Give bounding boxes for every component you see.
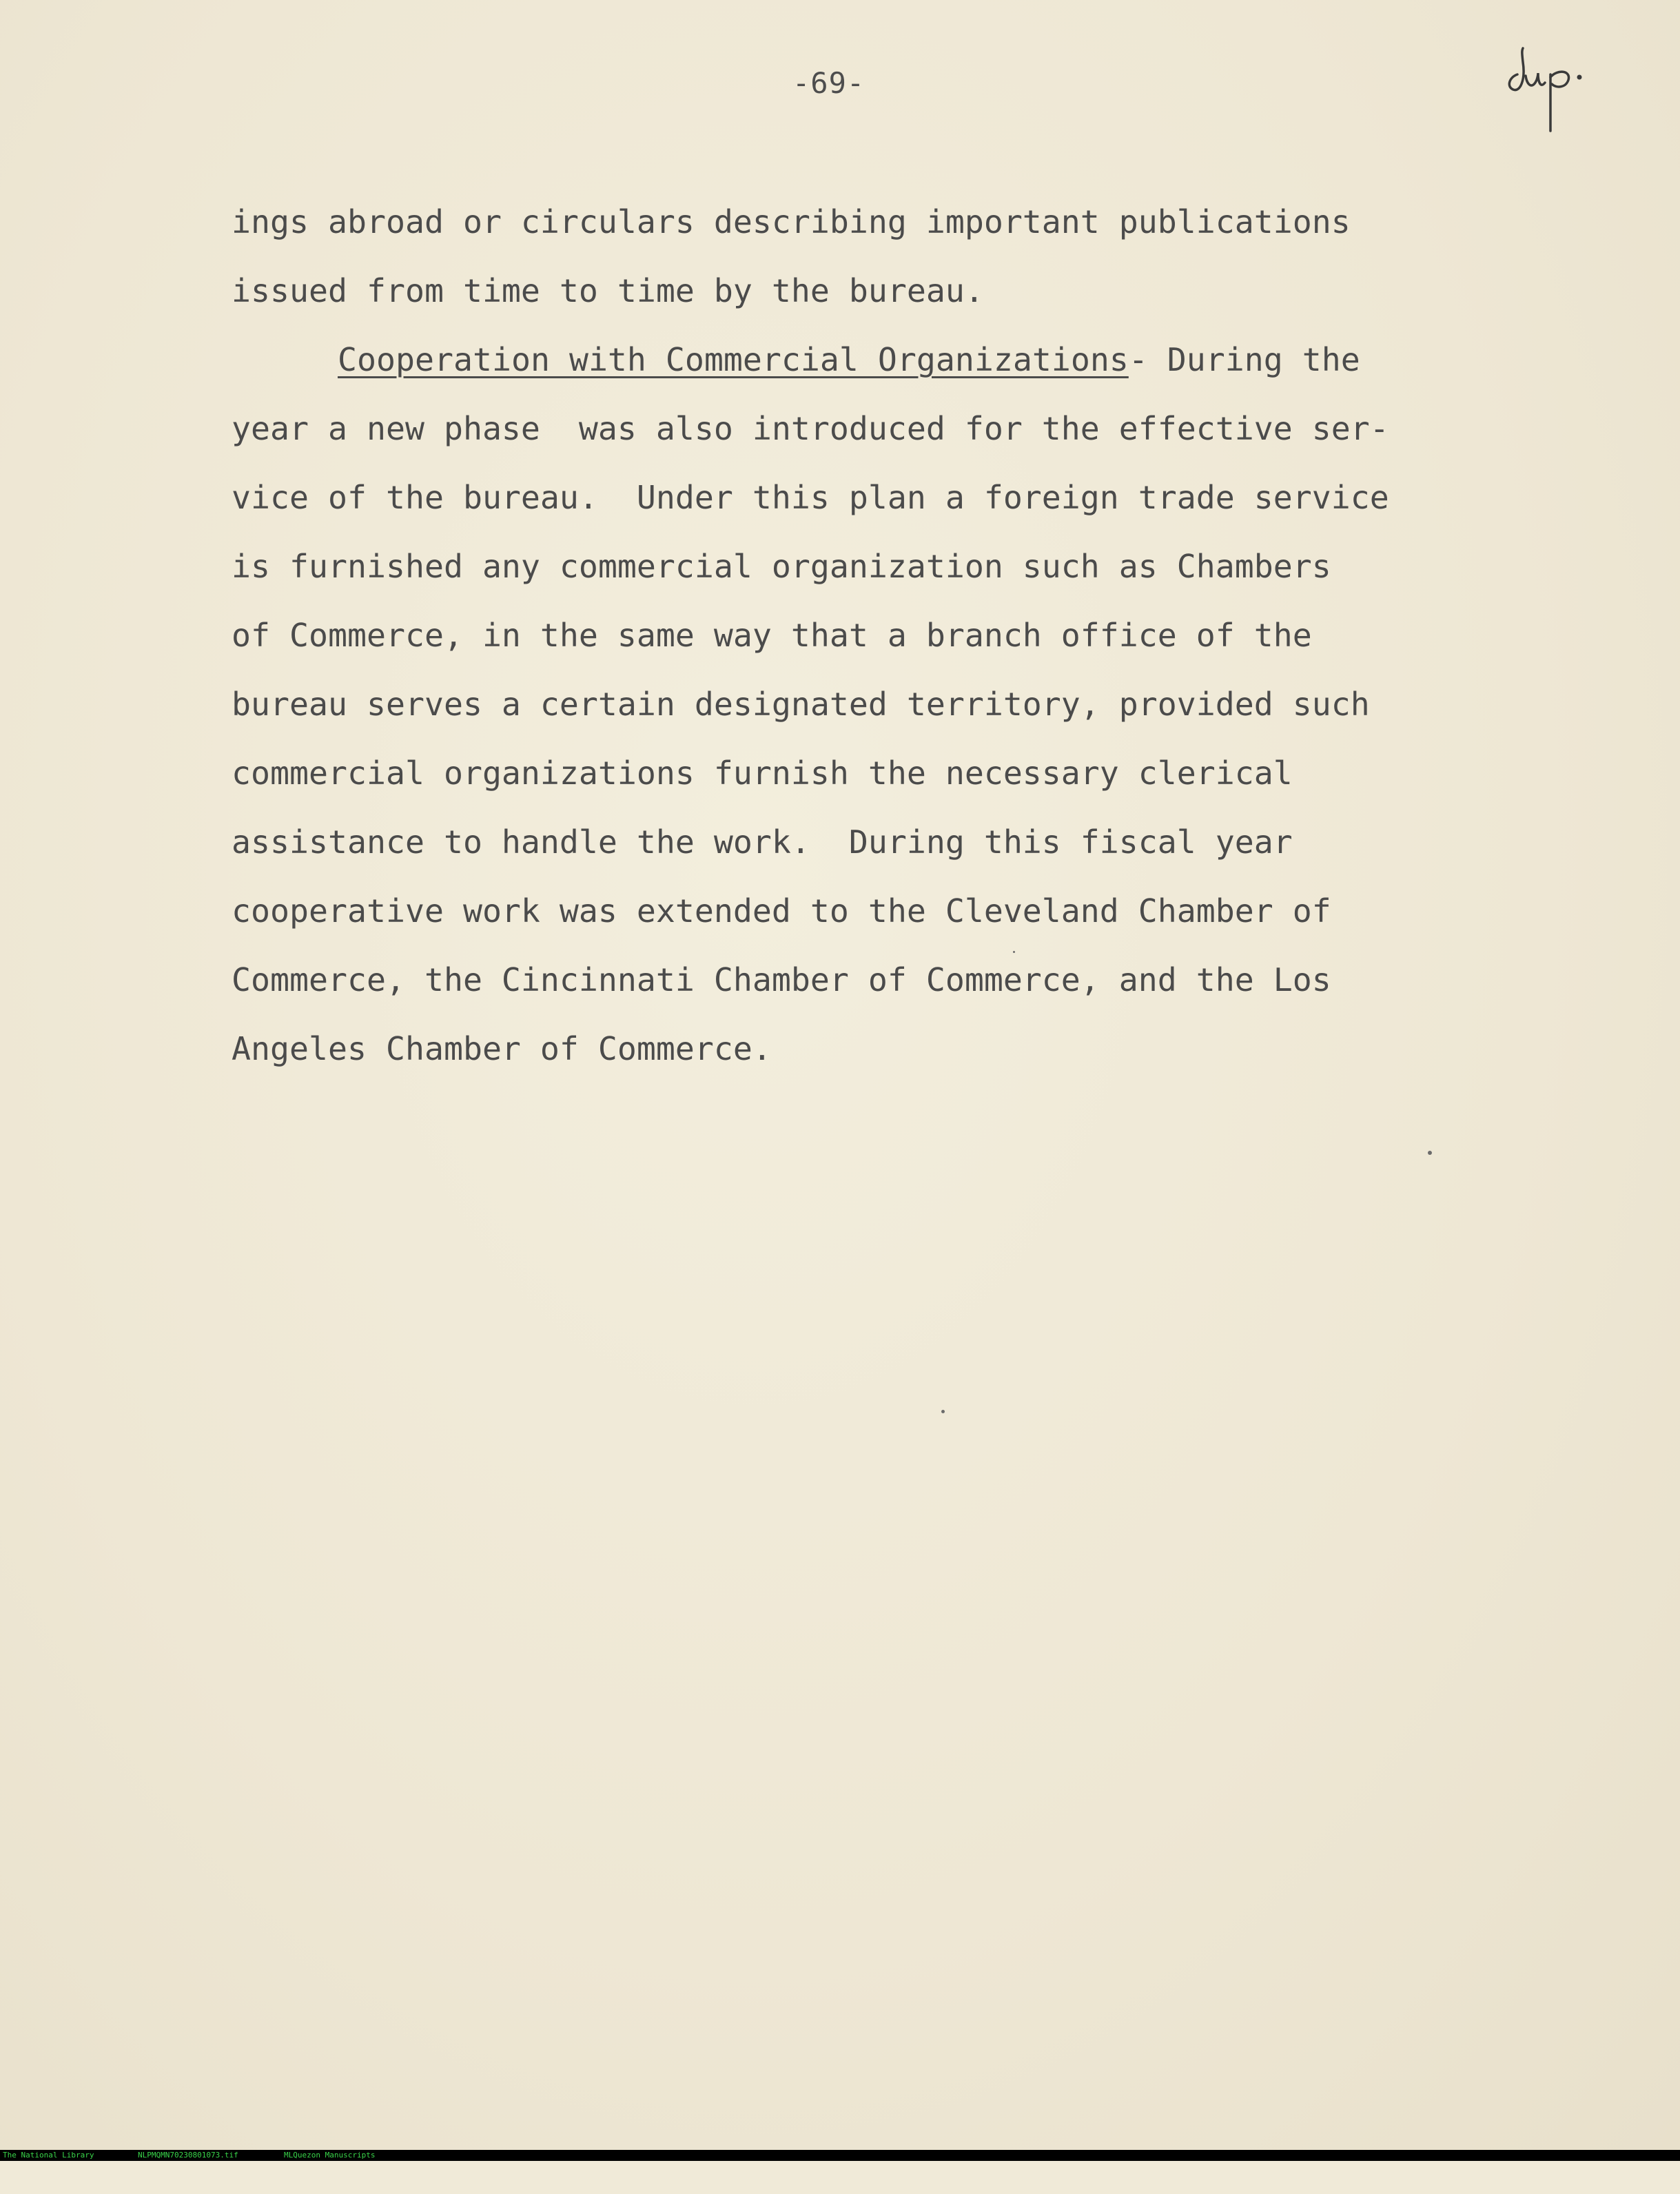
page-number: -69-	[792, 66, 865, 100]
paper-speck	[941, 1410, 945, 1413]
footer-collection: MLQuezon Manuscripts	[284, 2151, 376, 2160]
text-line: assistance to handle the work. During this fiscal year	[232, 823, 1293, 861]
section-heading-line	[338, 339, 1360, 380]
footer-library: The National Library	[3, 2151, 94, 2160]
section-heading: Cooperation with Commercial Organizations	[338, 341, 1129, 378]
text-line: ings abroad or circulars describing important publications	[232, 203, 1351, 240]
text-line: is furnished any commercial organization such as Chambers	[232, 548, 1331, 585]
text-line: commercial organizations furnish the necessary clerical	[232, 755, 1293, 792]
handwritten-dup-signature-icon	[1502, 34, 1592, 138]
paper-speck	[1428, 1151, 1432, 1155]
text-line: year a new phase was also introduced for the effective ser-	[232, 410, 1389, 447]
text-line: vice of the bureau. Under this plan a foreign trade service	[232, 479, 1389, 516]
text-line: Angeles Chamber of Commerce.	[232, 1030, 772, 1067]
paper-speck	[1013, 951, 1015, 953]
footer-file: NLPMQMN70230801073.tif	[138, 2151, 238, 2160]
text-line: Commerce, the Cincinnati Chamber of Commerce, and the Los	[232, 961, 1331, 998]
text-line: of Commerce, in the same way that a branch office of the	[232, 617, 1312, 654]
scan-footer-bar	[0, 2150, 1680, 2161]
text-line: bureau serves a certain designated territory, provided such	[232, 686, 1370, 723]
handwritten-annotation	[1502, 34, 1592, 138]
heading-continuation: - During the	[1128, 341, 1360, 378]
text-line: cooperative work was extended to the Cleveland Chamber of	[232, 892, 1331, 930]
text-line: issued from time to time by the bureau.	[232, 272, 984, 309]
